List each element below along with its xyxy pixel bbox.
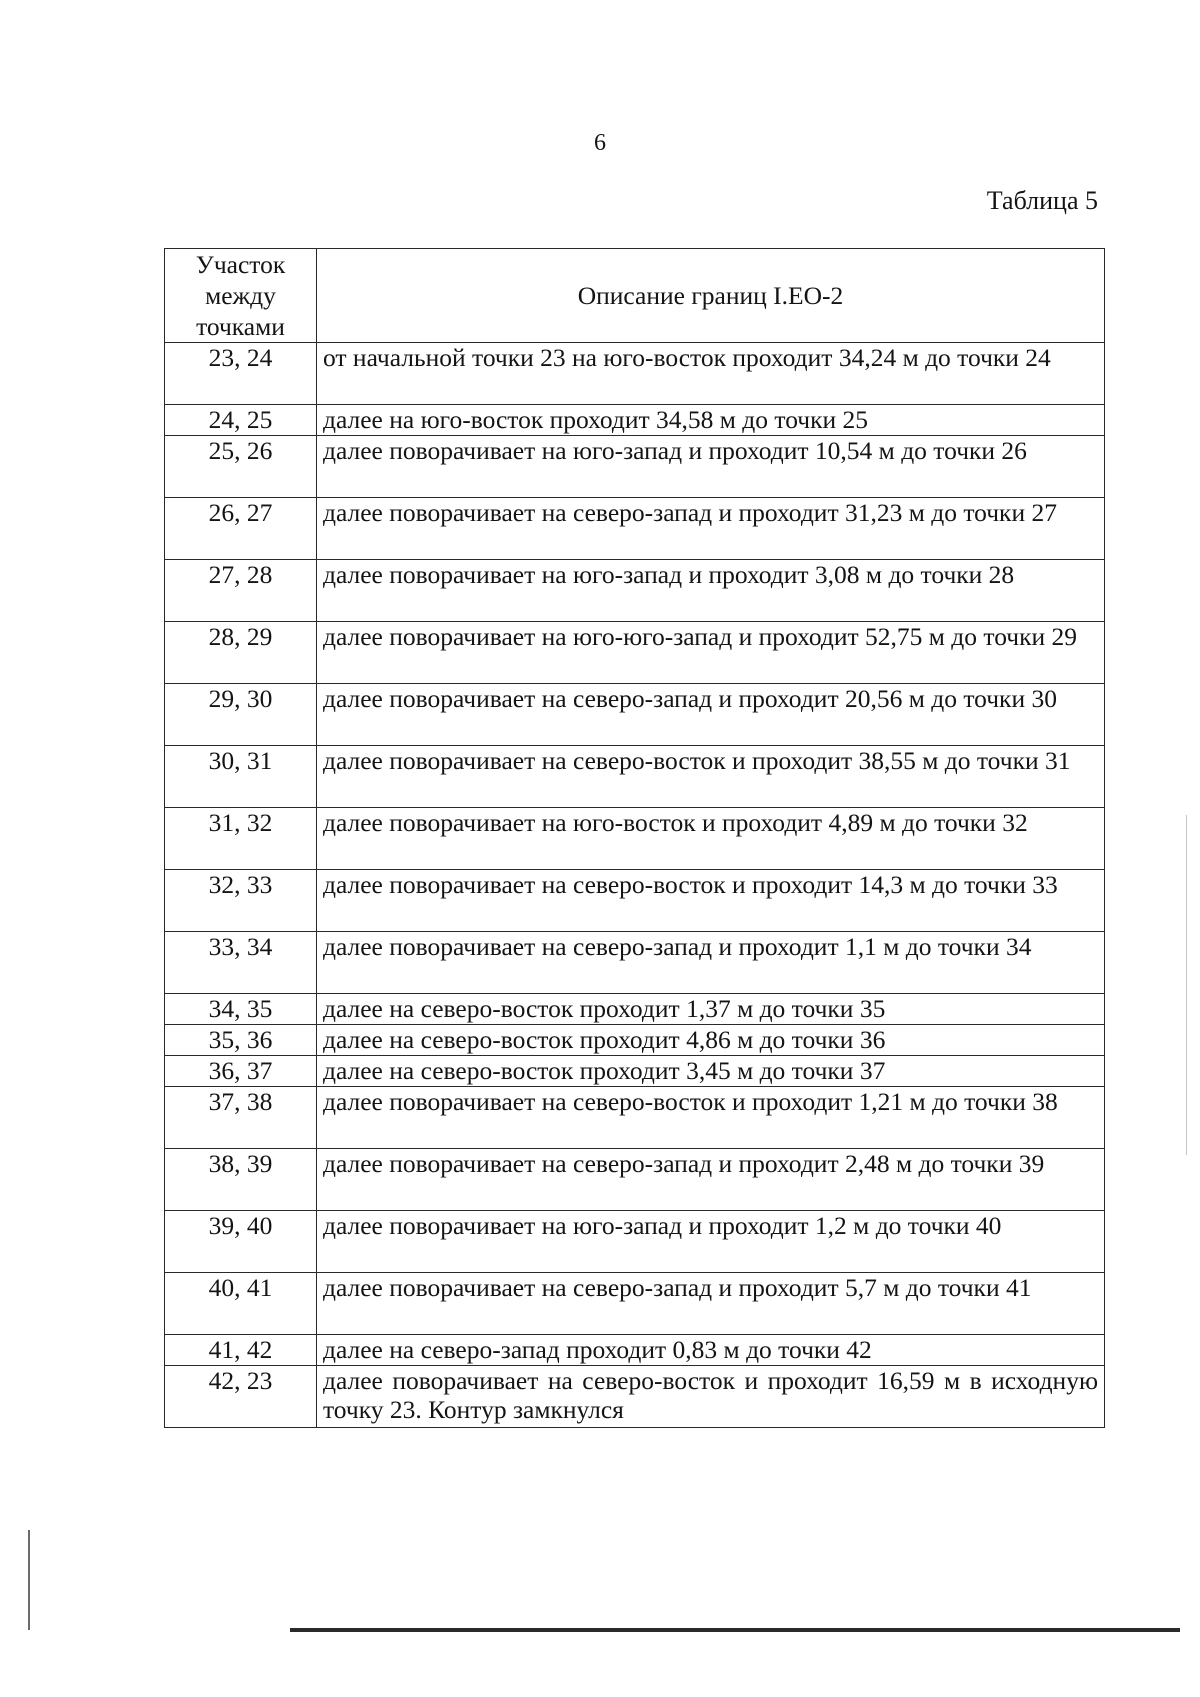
header-points-line: точками [196,312,285,341]
table-row [165,684,1105,746]
segment-description: далее поворачивает на юго-запад и проходит 10,54 м до точки 26 [317,436,1105,498]
segment-description: далее поворачивает на юго-запад и проходит 3,08 м до точки 28 [317,560,1105,622]
table-row [165,405,1105,436]
table-row [165,498,1105,560]
segment-description: далее поворачивает на северо-восток и проходит 1,21 м до точки 38 [317,1087,1105,1149]
segment-description: далее поворачивает на северо-запад и проходит 20,56 м до точки 30 [317,684,1105,746]
segment-points: 42, 23 [165,1366,317,1428]
table-row [165,746,1105,808]
scan-margin-mark [1186,815,1187,1155]
table-body [165,343,1105,1428]
table-row [165,1025,1105,1056]
page-number: 6 [594,130,606,156]
table-row [165,622,1105,684]
segment-points: 35, 36 [165,1025,317,1056]
segment-description: далее поворачивает на северо-запад и проходит 5,7 м до точки 41 [317,1273,1105,1335]
segment-points: 28, 29 [165,622,317,684]
segment-description: далее на северо-восток проходит 4,86 м до точки 36 [317,1025,1105,1056]
segment-description: далее на северо-восток проходит 1,37 м до точки 35 [317,994,1105,1025]
header-points-line: между [205,281,276,310]
segment-points: 37, 38 [165,1087,317,1149]
segment-points: 38, 39 [165,1149,317,1211]
segment-points: 39, 40 [165,1211,317,1273]
segment-description: далее на северо-восток проходит 3,45 м до точки 37 [317,1056,1105,1087]
segment-points: 24, 25 [165,405,317,436]
segment-points: 30, 31 [165,746,317,808]
segment-description: далее поворачивает на юго-запад и проходит 1,2 м до точки 40 [317,1211,1105,1273]
header-description: Описание границ I.ЕО-2 [317,249,1105,343]
segment-points: 27, 28 [165,560,317,622]
table-header-row [165,249,1105,343]
segment-description: далее поворачивает на северо-запад и проходит 1,1 м до точки 34 [317,932,1105,994]
table-row [165,1056,1105,1087]
segment-points: 25, 26 [165,436,317,498]
table-row [165,1087,1105,1149]
table-row [165,560,1105,622]
scan-margin-mark [28,1530,30,1630]
segment-description: далее поворачивает на северо-запад и проходит 31,23 м до точки 27 [317,498,1105,560]
segment-description: далее поворачивает на северо-восток и проходит 38,55 м до точки 31 [317,746,1105,808]
segment-description: далее поворачивает на юго-восток и проходит 4,89 м до точки 32 [317,808,1105,870]
segment-description: далее поворачивает на северо-восток и проходит 16,59 м в исходную точку 23. Контур замкнулся [317,1366,1105,1428]
segment-description: далее поворачивает на северо-запад и проходит 2,48 м до точки 39 [317,1149,1105,1211]
segment-points: 23, 24 [165,343,317,405]
table-row [165,1273,1105,1335]
table-row [165,1335,1105,1366]
table-row [165,994,1105,1025]
segment-description: далее на северо-запад проходит 0,83 м до точки 42 [317,1335,1105,1366]
header-points [165,249,317,343]
table-row [165,1366,1105,1428]
segment-description: далее на юго-восток проходит 34,58 м до точки 25 [317,405,1105,436]
table-row [165,932,1105,994]
segment-points: 34, 35 [165,994,317,1025]
table-row [165,870,1105,932]
table-row [165,808,1105,870]
header-points-line: Участок [195,250,286,279]
segment-points: 33, 34 [165,932,317,994]
table-row [165,1149,1105,1211]
segment-points: 31, 32 [165,808,317,870]
table-row [165,343,1105,405]
table-row [165,1211,1105,1273]
segment-description: далее поворачивает на северо-восток и проходит 14,3 м до точки 33 [317,870,1105,932]
segment-points: 29, 30 [165,684,317,746]
bottom-rule [290,1628,1180,1632]
segment-description: от начальной точки 23 на юго-восток проходит 34,24 м до точки 24 [317,343,1105,405]
segment-points: 26, 27 [165,498,317,560]
segment-points: 32, 33 [165,870,317,932]
boundary-table [164,248,1105,1428]
segment-description: далее поворачивает на юго-юго-запад и проходит 52,75 м до точки 29 [317,622,1105,684]
segment-points: 40, 41 [165,1273,317,1335]
table-row [165,436,1105,498]
segment-points: 36, 37 [165,1056,317,1087]
table-caption: Таблица 5 [986,186,1098,215]
segment-points: 41, 42 [165,1335,317,1366]
